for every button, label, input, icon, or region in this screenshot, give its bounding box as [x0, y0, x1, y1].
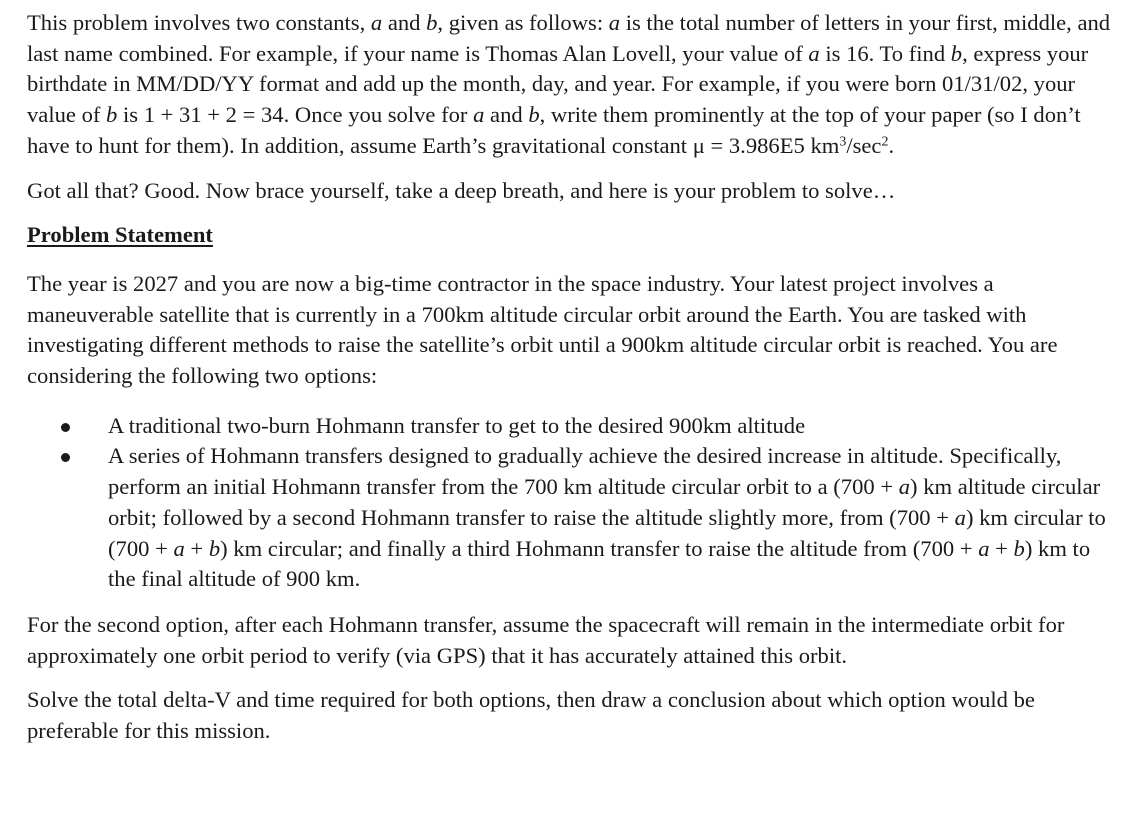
document-page	[27, 8, 1112, 747]
intro-text: is 1 + 31 + 2 = 34. Once you solve for	[117, 102, 474, 128]
variable-a: a	[173, 535, 185, 561]
intro-text: and	[382, 10, 427, 35]
variable-b: b	[426, 10, 438, 35]
intro-text: /sec	[846, 132, 882, 158]
intro-text: and	[484, 102, 529, 128]
intro-text: This problem involves two constants,	[27, 10, 371, 35]
variable-b: b	[208, 535, 221, 561]
option-text: ) km circular to (700 +	[108, 504, 1106, 561]
intro-paragraph	[27, 8, 1112, 162]
variable-a: a	[978, 535, 990, 561]
bullet-icon	[61, 423, 70, 432]
intro-text: is 16. To find	[819, 40, 951, 66]
variable-a: a	[808, 40, 820, 66]
option-text: +	[184, 535, 209, 561]
second-option-note-paragraph: For the second option, after each Hohmann transfer, assume the spacecraft will remain in the intermediate orbit for approximately one orbit period to verify (via GPS) that it has accurately attained this orbit.	[27, 611, 1065, 668]
option-text: A traditional two-burn Hohmann transfer to get to the desired 900km altitude	[108, 412, 806, 438]
intro-text: , write them prominently at the top of your paper (so I don’t have to hunt for them). In addition, assume Earth’s gravitational constant μ = 3.986E5 km	[27, 102, 1081, 158]
option-item-2	[27, 441, 1112, 595]
variable-a: a	[370, 10, 383, 35]
problem-statement-heading: Problem Statement	[27, 222, 213, 248]
variable-a: a	[608, 10, 621, 35]
variable-b: b	[528, 102, 540, 128]
got-all-that-paragraph: Got all that? Good. Now brace yourself, take a deep breath, and here is your problem to solve…	[27, 177, 896, 203]
intro-text: .	[888, 132, 895, 158]
variable-a: a	[954, 504, 966, 530]
variable-a: a	[898, 474, 911, 500]
variable-b: b	[106, 102, 118, 128]
variable-b: b	[1013, 535, 1025, 561]
option-text: ) km circular; and finally a third Hohmann transfer to raise the altitude from (700 +	[220, 535, 979, 561]
option-text: ) km altitude circular orbit; followed by a second Hohmann transfer to raise the altitude slightly more, from (700 +	[108, 474, 1101, 530]
statement-paragraph: The year is 2027 and you are now a big-time contractor in the space industry. Your latest project involves a maneuverable satellite that is currently in a 700km altitude circular orbit around the Earth. You are tasked with investigating different methods to raise the satellite’s orbit until a 900km altitude circular orbit is reached. You are considering the following two options:	[27, 270, 1058, 389]
superscript: 3	[839, 134, 847, 150]
intro-text: , express your birthdate in MM/DD/YY format and add up the month, day, and year. For example, if you were born 01/31/02, your value of	[27, 40, 1089, 128]
option-text: +	[989, 535, 1014, 561]
variable-a: a	[473, 102, 485, 128]
variable-b: b	[950, 40, 963, 66]
intro-text: is the total number of letters in your first, middle, and last name combined. For example, if your name is Thomas Alan Lovell, your value of	[27, 10, 1111, 66]
intro-text: , given as follows:	[437, 10, 609, 35]
option-item-1	[27, 411, 1112, 442]
superscript: 2	[881, 134, 889, 150]
bullet-icon	[61, 453, 70, 462]
option-text: ) km to the final altitude of 900 km.	[108, 535, 1091, 592]
options-list	[27, 411, 1112, 595]
option-text: A series of Hohmann transfers designed to gradually achieve the desired increase in altitude. Specifically, perform an initial Hohmann transfer from the 700 km altitude circular orbit to a (700 +	[108, 443, 1062, 500]
conclusion-paragraph: Solve the total delta-V and time required for both options, then draw a conclusion about which option would be preferable for this mission.	[27, 687, 1035, 744]
